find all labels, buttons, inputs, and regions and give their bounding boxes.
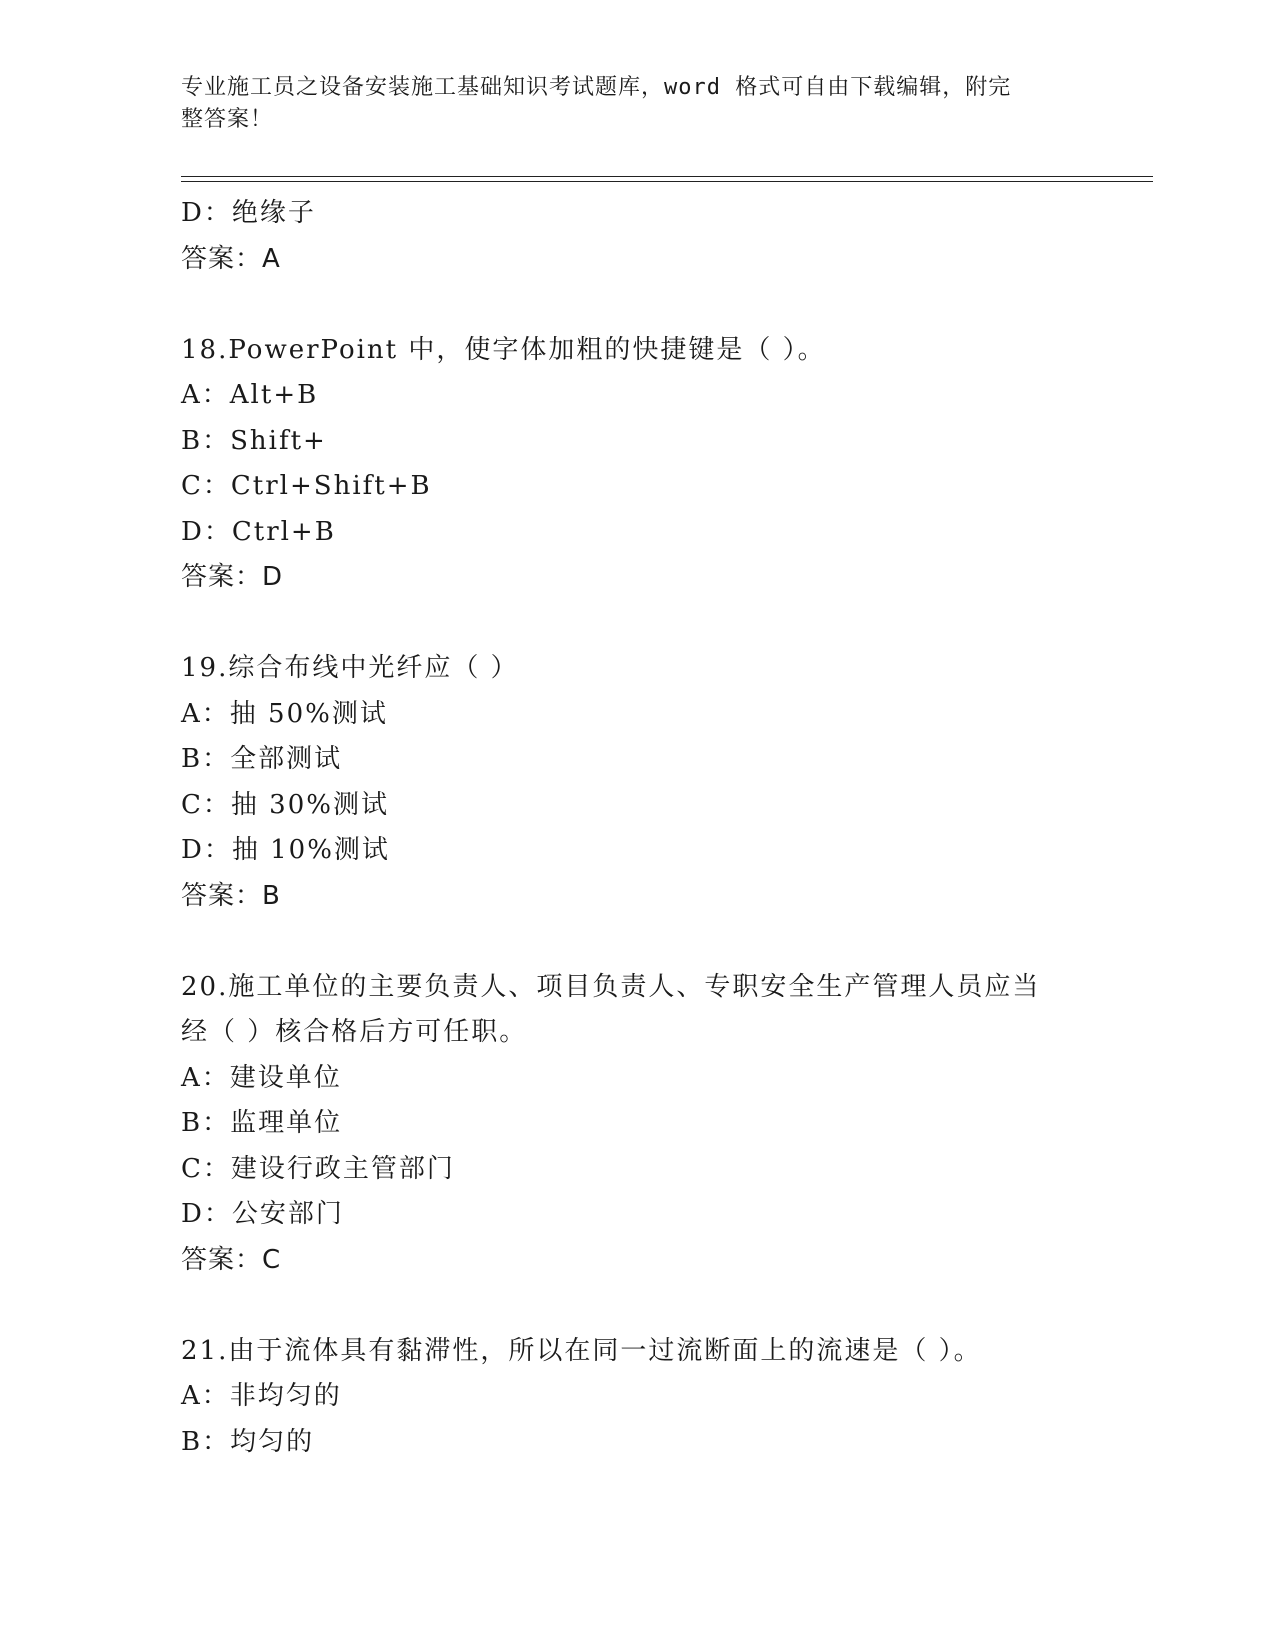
question-20 — [181, 965, 1081, 1284]
answer: 答案：D — [181, 562, 284, 592]
header-divider-bottom — [181, 181, 1153, 182]
question-19 — [181, 646, 1081, 919]
option-c: C：建设行政主管部门 — [181, 1153, 455, 1184]
document-header — [181, 72, 1061, 136]
option-b: B：均匀的 — [181, 1426, 315, 1457]
question-21 — [181, 1329, 1081, 1466]
option-a: A：Alt+B — [181, 380, 319, 410]
question-stem: 21.由于流体具有黏滞性，所以在同一过流断面上的流速是（ ）。 — [181, 1335, 982, 1366]
question-stem-line-2: 经（ ）核合格后方可任职。 — [181, 1017, 528, 1047]
option-b: B：监理单位 — [181, 1108, 343, 1138]
option-b: B：Shift+ — [181, 425, 327, 456]
option-a: A：抽 50%测试 — [181, 698, 388, 729]
question-stem: 18.PowerPoint 中，使字体加粗的快捷键是（ ）。 — [181, 334, 826, 365]
question-17-tail — [181, 191, 1081, 282]
answer: 答案：B — [181, 880, 281, 911]
option-b: B：全部测试 — [181, 744, 343, 774]
header-divider-top — [181, 176, 1153, 177]
question-stem: 19.综合布线中光纤应（ ） — [181, 653, 519, 683]
option-a: A：建设单位 — [181, 1062, 342, 1093]
option-a: A：非均匀的 — [181, 1381, 342, 1411]
page-content — [181, 191, 1081, 1465]
option-d: D：绝缘子 — [181, 198, 316, 228]
option-d: D：公安部门 — [181, 1199, 344, 1229]
answer: 答案：C — [181, 1244, 282, 1275]
header-line-1: 专业施工员之设备安装施工基础知识考试题库，word 格式可自由下载编辑，附完 — [181, 75, 1012, 100]
question-stem-line-1: 20.施工单位的主要负责人、项目负责人、专职安全生产管理人员应当 — [181, 971, 1041, 1002]
option-d: D：Ctrl+B — [181, 516, 336, 547]
header-line-2: 整答案！ — [181, 107, 274, 132]
answer: 答案：A — [181, 243, 281, 274]
question-18 — [181, 328, 1081, 601]
option-c: C：抽 30%测试 — [181, 789, 389, 820]
option-c: C：Ctrl+Shift+B — [181, 471, 432, 501]
option-d: D：抽 10%测试 — [181, 835, 390, 865]
